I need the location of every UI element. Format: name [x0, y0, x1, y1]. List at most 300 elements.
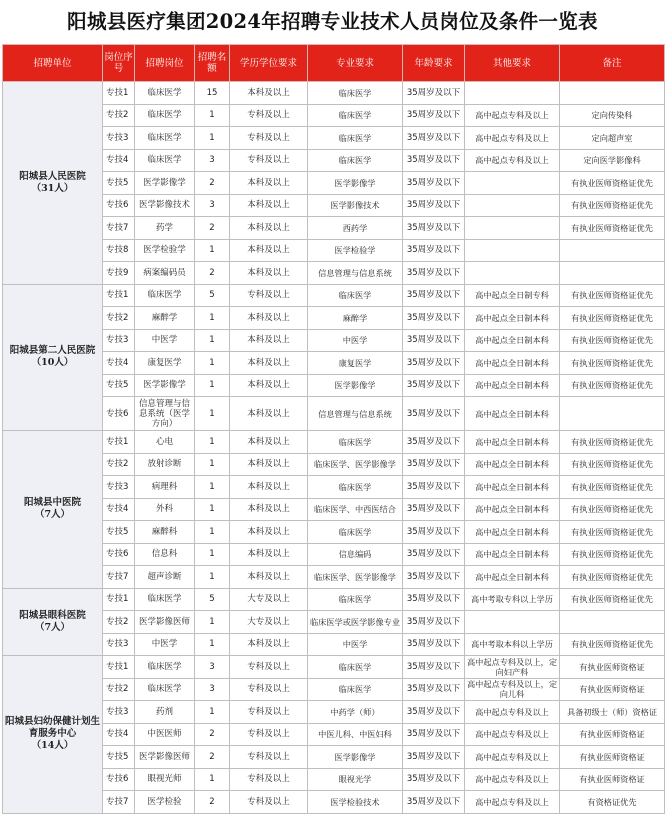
post-number-cell: 专技5: [103, 374, 135, 397]
post-number-cell: 专技3: [103, 329, 135, 352]
education-cell: 专科及以上: [230, 746, 308, 769]
age-cell: 35周岁及以下: [403, 723, 465, 746]
post-number-cell: 专技2: [103, 678, 135, 701]
post-number-cell: 专技2: [103, 307, 135, 330]
note-cell: [560, 611, 665, 634]
post-number-cell: 专技8: [103, 239, 135, 262]
quota-cell: 1: [195, 104, 230, 127]
other-requirement-cell: 高中起点全日制本科: [465, 352, 560, 375]
unit-count: （14人）: [31, 740, 74, 752]
quota-cell: 2: [195, 746, 230, 769]
header-other: 其他要求: [465, 45, 560, 82]
quota-cell: 1: [195, 453, 230, 476]
post-name-cell: 医学检验学: [135, 239, 195, 262]
post-number-cell: 专技6: [103, 194, 135, 217]
table-row: [3, 82, 665, 105]
other-requirement-cell: 高中起点专科及以上: [465, 104, 560, 127]
education-cell: 本科及以上: [230, 543, 308, 566]
quota-cell: 1: [195, 374, 230, 397]
education-cell: 本科及以上: [230, 453, 308, 476]
other-requirement-cell: 高中起点专科及以上: [465, 127, 560, 150]
major-cell: 医学影像技术: [308, 194, 403, 217]
quota-cell: 3: [195, 678, 230, 701]
table-row: [3, 217, 665, 240]
education-cell: 专科及以上: [230, 723, 308, 746]
quota-cell: 2: [195, 791, 230, 814]
quota-cell: 3: [195, 149, 230, 172]
unit-cell: [3, 656, 103, 814]
note-cell: [560, 82, 665, 105]
major-cell: 临床医学、医学影像学: [308, 566, 403, 589]
age-cell: 35周岁及以下: [403, 239, 465, 262]
education-cell: 专科及以上: [230, 791, 308, 814]
age-cell: 35周岁及以下: [403, 431, 465, 454]
education-cell: 专科及以上: [230, 104, 308, 127]
age-cell: 35周岁及以下: [403, 746, 465, 769]
table-row: [3, 453, 665, 476]
note-cell: 有执业医师资格证优先: [560, 329, 665, 352]
unit-name: 阳城县第二人民医院: [9, 345, 96, 357]
education-cell: 大专及以上: [230, 611, 308, 634]
major-cell: 中医学: [308, 633, 403, 656]
major-cell: 中医学: [308, 329, 403, 352]
major-cell: 信息管理与信息系统: [308, 397, 403, 431]
post-name-cell: 临床医学: [135, 149, 195, 172]
quota-cell: 5: [195, 588, 230, 611]
age-cell: 35周岁及以下: [403, 262, 465, 285]
post-name-cell: 中医学: [135, 633, 195, 656]
other-requirement-cell: 高中考取本科以上学历: [465, 633, 560, 656]
major-cell: 眼视光学: [308, 768, 403, 791]
major-cell: 临床医学: [308, 82, 403, 105]
major-cell: 临床医学: [308, 127, 403, 150]
header-age: 年龄要求: [403, 45, 465, 82]
quota-cell: 1: [195, 768, 230, 791]
post-number-cell: 专技3: [103, 127, 135, 150]
quota-cell: 3: [195, 656, 230, 679]
header-unit: 招聘单位: [3, 45, 103, 82]
other-requirement-cell: 高中起点专科及以上: [465, 723, 560, 746]
table-row: [3, 498, 665, 521]
major-cell: 临床医学: [308, 656, 403, 679]
major-cell: 麻醉学: [308, 307, 403, 330]
other-requirement-cell: 高中起点全日制本科: [465, 374, 560, 397]
unit-count: （10人）: [31, 357, 74, 369]
post-number-cell: 专技6: [103, 397, 135, 431]
other-requirement-cell: 高中起点全日制本科: [465, 397, 560, 431]
age-cell: 35周岁及以下: [403, 611, 465, 634]
post-name-cell: 医学影像医师: [135, 746, 195, 769]
header-post-no: 岗位序号: [103, 45, 135, 82]
age-cell: 35周岁及以下: [403, 397, 465, 431]
note-cell: [560, 239, 665, 262]
post-name-cell: 中医医师: [135, 723, 195, 746]
table-row: [3, 476, 665, 499]
post-number-cell: 专技2: [103, 104, 135, 127]
quota-cell: 1: [195, 239, 230, 262]
major-cell: 临床医学或医学影像专业: [308, 611, 403, 634]
note-cell: [560, 262, 665, 285]
table-row: [3, 397, 665, 431]
post-name-cell: 临床医学: [135, 678, 195, 701]
post-name-cell: 临床医学: [135, 104, 195, 127]
table-row: [3, 194, 665, 217]
age-cell: 35周岁及以下: [403, 588, 465, 611]
quota-cell: 1: [195, 611, 230, 634]
unit-cell: [3, 431, 103, 589]
post-name-cell: 病案编码员: [135, 262, 195, 285]
other-requirement-cell: 高中起点专科及以上: [465, 768, 560, 791]
table-row: [3, 656, 665, 679]
header-row: [3, 45, 665, 82]
table-row: [3, 746, 665, 769]
unit-count: （7人）: [34, 509, 71, 521]
other-requirement-cell: 高中起点全日制本科: [465, 431, 560, 454]
post-name-cell: 临床医学: [135, 656, 195, 679]
post-number-cell: 专技3: [103, 476, 135, 499]
age-cell: 35周岁及以下: [403, 149, 465, 172]
header-post: 招聘岗位: [135, 45, 195, 82]
note-cell: 定向医学影像科: [560, 149, 665, 172]
other-requirement-cell: 高中起点全日制本科: [465, 521, 560, 544]
table-row: [3, 723, 665, 746]
other-requirement-cell: [465, 194, 560, 217]
major-cell: 临床医学: [308, 431, 403, 454]
quota-cell: 2: [195, 723, 230, 746]
major-cell: 临床医学: [308, 521, 403, 544]
quota-cell: 2: [195, 217, 230, 240]
table-row: [3, 678, 665, 701]
post-name-cell: 中医学: [135, 329, 195, 352]
education-cell: 专科及以上: [230, 768, 308, 791]
education-cell: 本科及以上: [230, 633, 308, 656]
education-cell: 本科及以上: [230, 431, 308, 454]
education-cell: 专科及以上: [230, 701, 308, 724]
post-name-cell: 临床医学: [135, 588, 195, 611]
table-row: [3, 127, 665, 150]
table-row: [3, 239, 665, 262]
unit-cell: [3, 82, 103, 285]
post-name-cell: 临床医学: [135, 284, 195, 307]
education-cell: 本科及以上: [230, 498, 308, 521]
other-requirement-cell: [465, 82, 560, 105]
post-number-cell: 专技7: [103, 566, 135, 589]
quota-cell: 15: [195, 82, 230, 105]
other-requirement-cell: [465, 217, 560, 240]
note-cell: 有执业医师资格证: [560, 746, 665, 769]
post-number-cell: 专技7: [103, 217, 135, 240]
note-cell: 有资格证优先: [560, 791, 665, 814]
education-cell: 本科及以上: [230, 521, 308, 544]
table-row: [3, 149, 665, 172]
post-number-cell: 专技1: [103, 656, 135, 679]
table-body: [3, 82, 665, 814]
table-row: [3, 307, 665, 330]
major-cell: 临床医学、医学影像学: [308, 453, 403, 476]
education-cell: 本科及以上: [230, 352, 308, 375]
major-cell: 临床医学: [308, 678, 403, 701]
other-requirement-cell: 高中起点专科及以上: [465, 149, 560, 172]
unit-count: （31人）: [31, 182, 74, 194]
age-cell: 35周岁及以下: [403, 566, 465, 589]
unit-name: 阳城县中医院: [23, 497, 81, 509]
education-cell: 本科及以上: [230, 82, 308, 105]
major-cell: 中药学（师）: [308, 701, 403, 724]
other-requirement-cell: 高中起点专科及以上: [465, 746, 560, 769]
unit-name: 阳城县妇幼保健计划生育服务中心: [4, 716, 100, 740]
quota-cell: 1: [195, 476, 230, 499]
quota-cell: 1: [195, 397, 230, 431]
age-cell: 35周岁及以下: [403, 678, 465, 701]
header-education: 学历学位要求: [230, 45, 308, 82]
other-requirement-cell: 高中起点全日制本科: [465, 453, 560, 476]
major-cell: 西药学: [308, 217, 403, 240]
note-cell: 有执业医师资格证优先: [560, 476, 665, 499]
major-cell: 医学影像学: [308, 374, 403, 397]
table-row: [3, 431, 665, 454]
quota-cell: 1: [195, 352, 230, 375]
age-cell: 35周岁及以下: [403, 217, 465, 240]
quota-cell: 1: [195, 431, 230, 454]
note-cell: 有执业医师资格证优先: [560, 352, 665, 375]
post-number-cell: 专技7: [103, 791, 135, 814]
education-cell: 本科及以上: [230, 172, 308, 195]
table-row: [3, 791, 665, 814]
quota-cell: 1: [195, 543, 230, 566]
table-row: [3, 172, 665, 195]
education-cell: 本科及以上: [230, 329, 308, 352]
education-cell: 本科及以上: [230, 307, 308, 330]
note-cell: 有执业医师资格证优先: [560, 521, 665, 544]
age-cell: 35周岁及以下: [403, 498, 465, 521]
post-number-cell: 专技3: [103, 633, 135, 656]
post-name-cell: 心电: [135, 431, 195, 454]
note-cell: 有执业医师资格证优先: [560, 307, 665, 330]
post-number-cell: 专技2: [103, 453, 135, 476]
note-cell: 有执业医师资格证: [560, 723, 665, 746]
major-cell: 康复医学: [308, 352, 403, 375]
age-cell: 35周岁及以下: [403, 329, 465, 352]
note-cell: 有执业医师资格证优先: [560, 453, 665, 476]
quota-cell: 3: [195, 194, 230, 217]
post-number-cell: 专技1: [103, 431, 135, 454]
table-row: [3, 611, 665, 634]
other-requirement-cell: [465, 239, 560, 262]
note-cell: 定向传染科: [560, 104, 665, 127]
post-name-cell: 信息科: [135, 543, 195, 566]
table-row: [3, 104, 665, 127]
other-requirement-cell: 高中起点全日制专科: [465, 284, 560, 307]
note-cell: 有执业医师资格证优先: [560, 566, 665, 589]
other-requirement-cell: 高中起点全日制本科: [465, 566, 560, 589]
age-cell: 35周岁及以下: [403, 656, 465, 679]
post-name-cell: 外科: [135, 498, 195, 521]
post-name-cell: 医学影像技术: [135, 194, 195, 217]
education-cell: 专科及以上: [230, 284, 308, 307]
note-cell: 有执业医师资格证优先: [560, 588, 665, 611]
post-number-cell: 专技3: [103, 701, 135, 724]
post-number-cell: 专技5: [103, 521, 135, 544]
major-cell: 临床医学: [308, 149, 403, 172]
post-number-cell: 专技6: [103, 768, 135, 791]
quota-cell: 1: [195, 127, 230, 150]
other-requirement-cell: 高中起点专科及以上，定向妇产科: [465, 656, 560, 679]
age-cell: 35周岁及以下: [403, 701, 465, 724]
education-cell: 本科及以上: [230, 239, 308, 262]
post-number-cell: 专技1: [103, 82, 135, 105]
other-requirement-cell: 高中考取专科以上学历: [465, 588, 560, 611]
table-row: [3, 329, 665, 352]
note-cell: [560, 397, 665, 431]
note-cell: 有执业医师资格证优先: [560, 217, 665, 240]
note-cell: 有执业医师资格证优先: [560, 431, 665, 454]
education-cell: 本科及以上: [230, 217, 308, 240]
post-number-cell: 专技1: [103, 588, 135, 611]
unit-cell: [3, 284, 103, 431]
unit-name: 阳城县眼科医院: [19, 609, 86, 621]
other-requirement-cell: 高中起点全日制本科: [465, 476, 560, 499]
education-cell: 本科及以上: [230, 262, 308, 285]
major-cell: 临床医学: [308, 104, 403, 127]
note-cell: 有执业医师资格证: [560, 656, 665, 679]
other-requirement-cell: 高中起点专科及以上: [465, 701, 560, 724]
age-cell: 35周岁及以下: [403, 543, 465, 566]
post-number-cell: 专技4: [103, 723, 135, 746]
note-cell: 有执业医师资格证: [560, 678, 665, 701]
note-cell: 有执业医师资格证优先: [560, 633, 665, 656]
age-cell: 35周岁及以下: [403, 521, 465, 544]
quota-cell: 1: [195, 701, 230, 724]
post-name-cell: 药学: [135, 217, 195, 240]
age-cell: 35周岁及以下: [403, 633, 465, 656]
major-cell: 临床医学、中西医结合: [308, 498, 403, 521]
post-name-cell: 医学影像医师: [135, 611, 195, 634]
post-number-cell: 专技6: [103, 543, 135, 566]
table-row: [3, 701, 665, 724]
age-cell: 35周岁及以下: [403, 374, 465, 397]
post-number-cell: 专技2: [103, 611, 135, 634]
table-row: [3, 768, 665, 791]
major-cell: 医学检验学: [308, 239, 403, 262]
table-row: [3, 352, 665, 375]
other-requirement-cell: 高中起点全日制本科: [465, 543, 560, 566]
other-requirement-cell: [465, 611, 560, 634]
education-cell: 本科及以上: [230, 476, 308, 499]
table-row: [3, 262, 665, 285]
post-name-cell: 信息管理与信息系统（医学方向）: [135, 397, 195, 431]
education-cell: 大专及以上: [230, 588, 308, 611]
age-cell: 35周岁及以下: [403, 352, 465, 375]
age-cell: 35周岁及以下: [403, 791, 465, 814]
quota-cell: 2: [195, 262, 230, 285]
note-cell: 有执业医师资格证优先: [560, 498, 665, 521]
table-row: [3, 521, 665, 544]
unit-count: （7人）: [34, 621, 71, 633]
quota-cell: 1: [195, 498, 230, 521]
major-cell: 临床医学: [308, 588, 403, 611]
major-cell: 信息编码: [308, 543, 403, 566]
major-cell: 临床医学: [308, 284, 403, 307]
age-cell: 35周岁及以下: [403, 453, 465, 476]
education-cell: 专科及以上: [230, 656, 308, 679]
post-number-cell: 专技5: [103, 172, 135, 195]
post-number-cell: 专技5: [103, 746, 135, 769]
post-number-cell: 专技4: [103, 352, 135, 375]
education-cell: 本科及以上: [230, 397, 308, 431]
quota-cell: 1: [195, 329, 230, 352]
table-row: [3, 588, 665, 611]
age-cell: 35周岁及以下: [403, 284, 465, 307]
post-number-cell: 专技4: [103, 149, 135, 172]
post-name-cell: 药剂: [135, 701, 195, 724]
other-requirement-cell: 高中起点专科及以上，定向儿科: [465, 678, 560, 701]
post-name-cell: 医学影像学: [135, 172, 195, 195]
major-cell: 临床医学: [308, 476, 403, 499]
other-requirement-cell: 高中起点全日制本科: [465, 329, 560, 352]
unit-name: 阳城县人民医院: [19, 170, 86, 182]
table-row: [3, 566, 665, 589]
post-number-cell: 专技1: [103, 284, 135, 307]
post-name-cell: 麻醉科: [135, 521, 195, 544]
post-number-cell: 专技4: [103, 498, 135, 521]
other-requirement-cell: [465, 262, 560, 285]
table-row: [3, 543, 665, 566]
post-name-cell: 超声诊断: [135, 566, 195, 589]
post-name-cell: 放射诊断: [135, 453, 195, 476]
quota-cell: 1: [195, 521, 230, 544]
header-major: 专业要求: [308, 45, 403, 82]
post-name-cell: 康复医学: [135, 352, 195, 375]
education-cell: 专科及以上: [230, 127, 308, 150]
major-cell: 医学影像学: [308, 746, 403, 769]
age-cell: 35周岁及以下: [403, 172, 465, 195]
age-cell: 35周岁及以下: [403, 768, 465, 791]
age-cell: 35周岁及以下: [403, 307, 465, 330]
post-name-cell: 病理科: [135, 476, 195, 499]
post-number-cell: 专技9: [103, 262, 135, 285]
education-cell: 本科及以上: [230, 566, 308, 589]
note-cell: 有执业医师资格证: [560, 768, 665, 791]
other-requirement-cell: 高中起点全日制本科: [465, 307, 560, 330]
table-row: [3, 284, 665, 307]
note-cell: 有执业医师资格证优先: [560, 284, 665, 307]
other-requirement-cell: 高中起点全日制本科: [465, 498, 560, 521]
major-cell: 中医儿科、中医妇科: [308, 723, 403, 746]
quota-cell: 1: [195, 633, 230, 656]
page-title: 阳城县医疗集团2024年招聘专业技术人员岗位及条件一览表: [67, 10, 598, 33]
note-cell: 定向超声室: [560, 127, 665, 150]
quota-cell: 2: [195, 172, 230, 195]
major-cell: 信息管理与信息系统: [308, 262, 403, 285]
education-cell: 专科及以上: [230, 149, 308, 172]
major-cell: 医学影像学: [308, 172, 403, 195]
post-name-cell: 麻醉学: [135, 307, 195, 330]
table-row: [3, 374, 665, 397]
age-cell: 35周岁及以下: [403, 82, 465, 105]
age-cell: 35周岁及以下: [403, 127, 465, 150]
unit-cell: [3, 588, 103, 656]
post-name-cell: 医学影像学: [135, 374, 195, 397]
age-cell: 35周岁及以下: [403, 194, 465, 217]
note-cell: 有执业医师资格证优先: [560, 172, 665, 195]
quota-cell: 1: [195, 307, 230, 330]
education-cell: 本科及以上: [230, 194, 308, 217]
post-name-cell: 临床医学: [135, 82, 195, 105]
other-requirement-cell: 高中起点专科及以上: [465, 791, 560, 814]
post-name-cell: 临床医学: [135, 127, 195, 150]
quota-cell: 1: [195, 566, 230, 589]
note-cell: 有执业医师资格证优先: [560, 194, 665, 217]
